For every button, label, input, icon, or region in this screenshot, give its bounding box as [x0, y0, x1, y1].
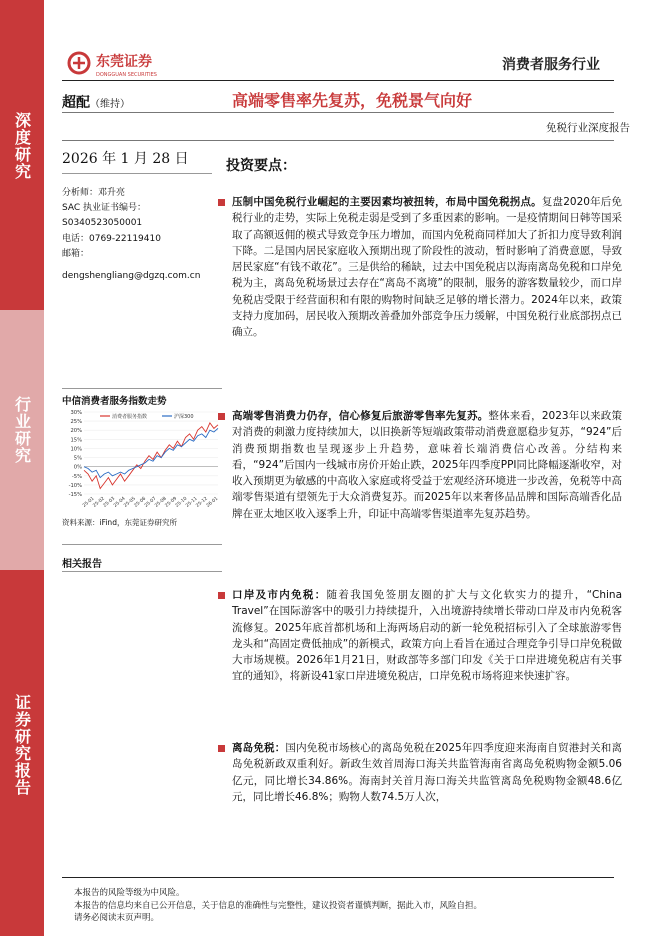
y-tick-label: -5% [71, 473, 82, 480]
point-lead: 离岛免税： [232, 742, 286, 754]
side-band-deep-research [0, 0, 44, 310]
footer-line: 本报告的信息均来自已公开信息，关于信息的准确性与完整性，建议投资者谨慎判断，据此入市，风险自担。 [74, 900, 483, 911]
y-tick-label: 25% [70, 419, 82, 426]
rating-note: （维持） [90, 99, 130, 110]
y-tick-label: -15% [68, 492, 82, 498]
y-tick-label: 20% [70, 428, 82, 435]
related-top-divider [62, 544, 222, 545]
analyst-email[interactable]: dengshengliang@dgzq.com.cn [62, 271, 201, 282]
analyst-line: S0340523050001 [62, 218, 143, 229]
point-lead: 高端零售消费力仍存，信心修复后旅游零售率先复苏。 [232, 410, 489, 422]
footer-disclaimer [74, 887, 482, 925]
point-paragraph-1 [232, 194, 622, 341]
x-tick-label: 25-07 [143, 496, 158, 509]
analyst-line: 电话：0769-22119410 [62, 233, 161, 244]
legend-label: 消费者服务指数 [112, 414, 148, 420]
index-trend-chart [62, 406, 224, 514]
x-tick-label: 25-08 [154, 496, 168, 509]
series-line [84, 428, 218, 477]
point-paragraph-3 [232, 587, 622, 685]
y-tick-label: -10% [68, 482, 82, 489]
report-headline: 高端零售率先复苏，免税景气向好 [232, 91, 473, 110]
bullet-icon [218, 745, 225, 752]
industry-label: 消费者服务行业 [502, 57, 600, 73]
y-tick-label: 0% [73, 464, 82, 471]
logo-text-en: DONGGUAN SECURITIES [96, 72, 157, 78]
side-band-label: 深度研究 [12, 112, 32, 180]
point-lead: 压制中国免税行业崛起的主要因素均被扭转，布局中国免税拐点。 [232, 196, 542, 208]
analyst-line: 分析师：邓升亮 [62, 188, 126, 198]
x-tick-label: 25-06 [133, 496, 148, 509]
point-paragraph-2 [232, 408, 622, 522]
point-paragraph-4 [232, 740, 622, 805]
legend-label: 沪深300 [174, 414, 194, 420]
x-tick-label: 25-02 [92, 496, 106, 509]
side-band-label: 行业研究 [12, 396, 32, 464]
point-text: 整体来看，2023年以来政策对消费的刺激力度持续加大，以旧换新等短端政策带动消费意愿稳步复苏，“924”后消费预期指数也呈现逐步上升趋势，意味着长端消费信心改善。分结构来看，“924”后国内一线城市房价开始止跌，2025年四季度PPI同比降幅逐渐收窄，对收入预期更为敏感的中高收入家庭或将受益于宏观经济环境进一步改善，免税等中高端零售渠道有望领先于大众消费复苏。而2025年以来奢侈品品牌和国际高端香化品牌在亚太地区收入逐季上升，印证中高端零售渠道率先复苏趋势。 [232, 410, 622, 520]
rating-value: 超配 [62, 95, 90, 111]
point-text: 国内免税市场核心的离岛免税在2025年四季度迎来海南自贸港封关和离岛免税新政双重利好。新政生效首周海口海关共监管海南省离岛免税购物金额5.06亿元，同比增长34.86%。海南封关首月海口海关共监管离岛免税购物金额48.6亿元，同比增长46.8%；购物人数74.5万人次， [232, 742, 622, 803]
series-line [84, 423, 218, 489]
bullet-icon [218, 413, 225, 420]
analyst-info [62, 186, 232, 284]
x-tick-label: 26-01 [205, 496, 220, 509]
analyst-line: SAC 执业证书编号： [62, 203, 147, 214]
report-date: 2026 年 1 月 28 日 [62, 151, 189, 167]
point-lead: 口岸及市内免税： [232, 589, 327, 601]
related-reports-heading: 相关报告 [62, 559, 102, 570]
x-tick-label: 25-12 [195, 496, 209, 509]
side-band-securities-report [0, 570, 44, 936]
subhead-divider [62, 140, 614, 141]
bullet-icon [218, 199, 225, 206]
logo-icon [66, 50, 196, 80]
footer-line: 本报告的风险等级为中风险。 [74, 888, 185, 898]
report-subhead: 免税行业深度报告 [546, 122, 630, 134]
y-tick-label: 10% [70, 446, 82, 453]
rating [62, 92, 130, 112]
x-tick-label: 25-05 [123, 496, 137, 509]
side-band-label: 证券研究报告 [12, 694, 32, 796]
x-tick-label: 25-11 [185, 496, 199, 509]
analyst-line: 邮箱： [62, 248, 90, 259]
header-divider [62, 80, 614, 81]
y-tick-label: 30% [70, 410, 82, 416]
chart-top-divider [62, 388, 222, 389]
point-text: 随着我国免签朋友圈的扩大与文化软实力的提升，“China Travel”在国际游客中的吸引力持续提升，入出境游持续增长带动口岸及市内免税客流修复。2025年底首都机场和上海两场启动的新一轮免税招标引入了全球旅游零售龙头和“高固定费低抽成”的新模式，政策方向上看旨在通过合理竞争引导口岸免税做大市场规模。2026年1月21日，财政部等多部门印发《关于口岸进境免税店有关事宜的通知》，将新设41家口岸进境免税店，口岸免税市场将迎来快速扩容。 [232, 589, 623, 683]
date-divider [62, 173, 212, 174]
title-divider [62, 112, 614, 113]
x-tick-label: 25-10 [174, 496, 189, 509]
bullet-icon [218, 592, 225, 599]
point-text: 复盘2020年后免税行业的走势，实际上免税走弱是受到了多重因素的影响。一是疫情期间日韩等国采取了高额返佣的模式导致竞争压力增加，而国内免税商同样加大了折扣力度导致利润下降。二是国内居民家庭收入预期出现了阶段性的波动，暂时影响了消费意愿，导致居民家庭“有钱不敢花”。三是供给的稀缺，过去中国免税店以海南离岛免税和口岸免税为主，离岛免税场景过去存在“离岛不离境”的限制，服务的游客数量较少，而口岸免税店受限于经营面积和有限的购物时间缺乏足够的增长潜力。2024年以来，政策支持力度加码，居民收入预期改善叠加外部竞争压力缓解，中国免税行业底部拐点已确立。 [232, 196, 622, 339]
company-logo [66, 50, 196, 80]
footer-line: 请务必阅读末页声明。 [74, 913, 160, 923]
related-bottom-divider [62, 571, 222, 572]
side-band-industry-research [0, 310, 44, 570]
x-tick-label: 25-01 [82, 496, 96, 509]
footer-divider [62, 877, 614, 878]
chart-source: 资料来源：iFind，东莞证券研究所 [62, 518, 177, 527]
y-tick-label: 15% [70, 437, 82, 444]
x-tick-label: 25-09 [164, 496, 179, 509]
x-tick-label: 25-04 [113, 496, 127, 509]
investment-points-title: 投资要点： [226, 158, 296, 174]
logo-text-cn: 东莞证券 [96, 54, 152, 70]
x-tick-label: 25-03 [102, 496, 117, 509]
y-tick-label: 5% [73, 455, 82, 462]
chart-title: 中信消费者服务指数走势 [62, 396, 167, 407]
